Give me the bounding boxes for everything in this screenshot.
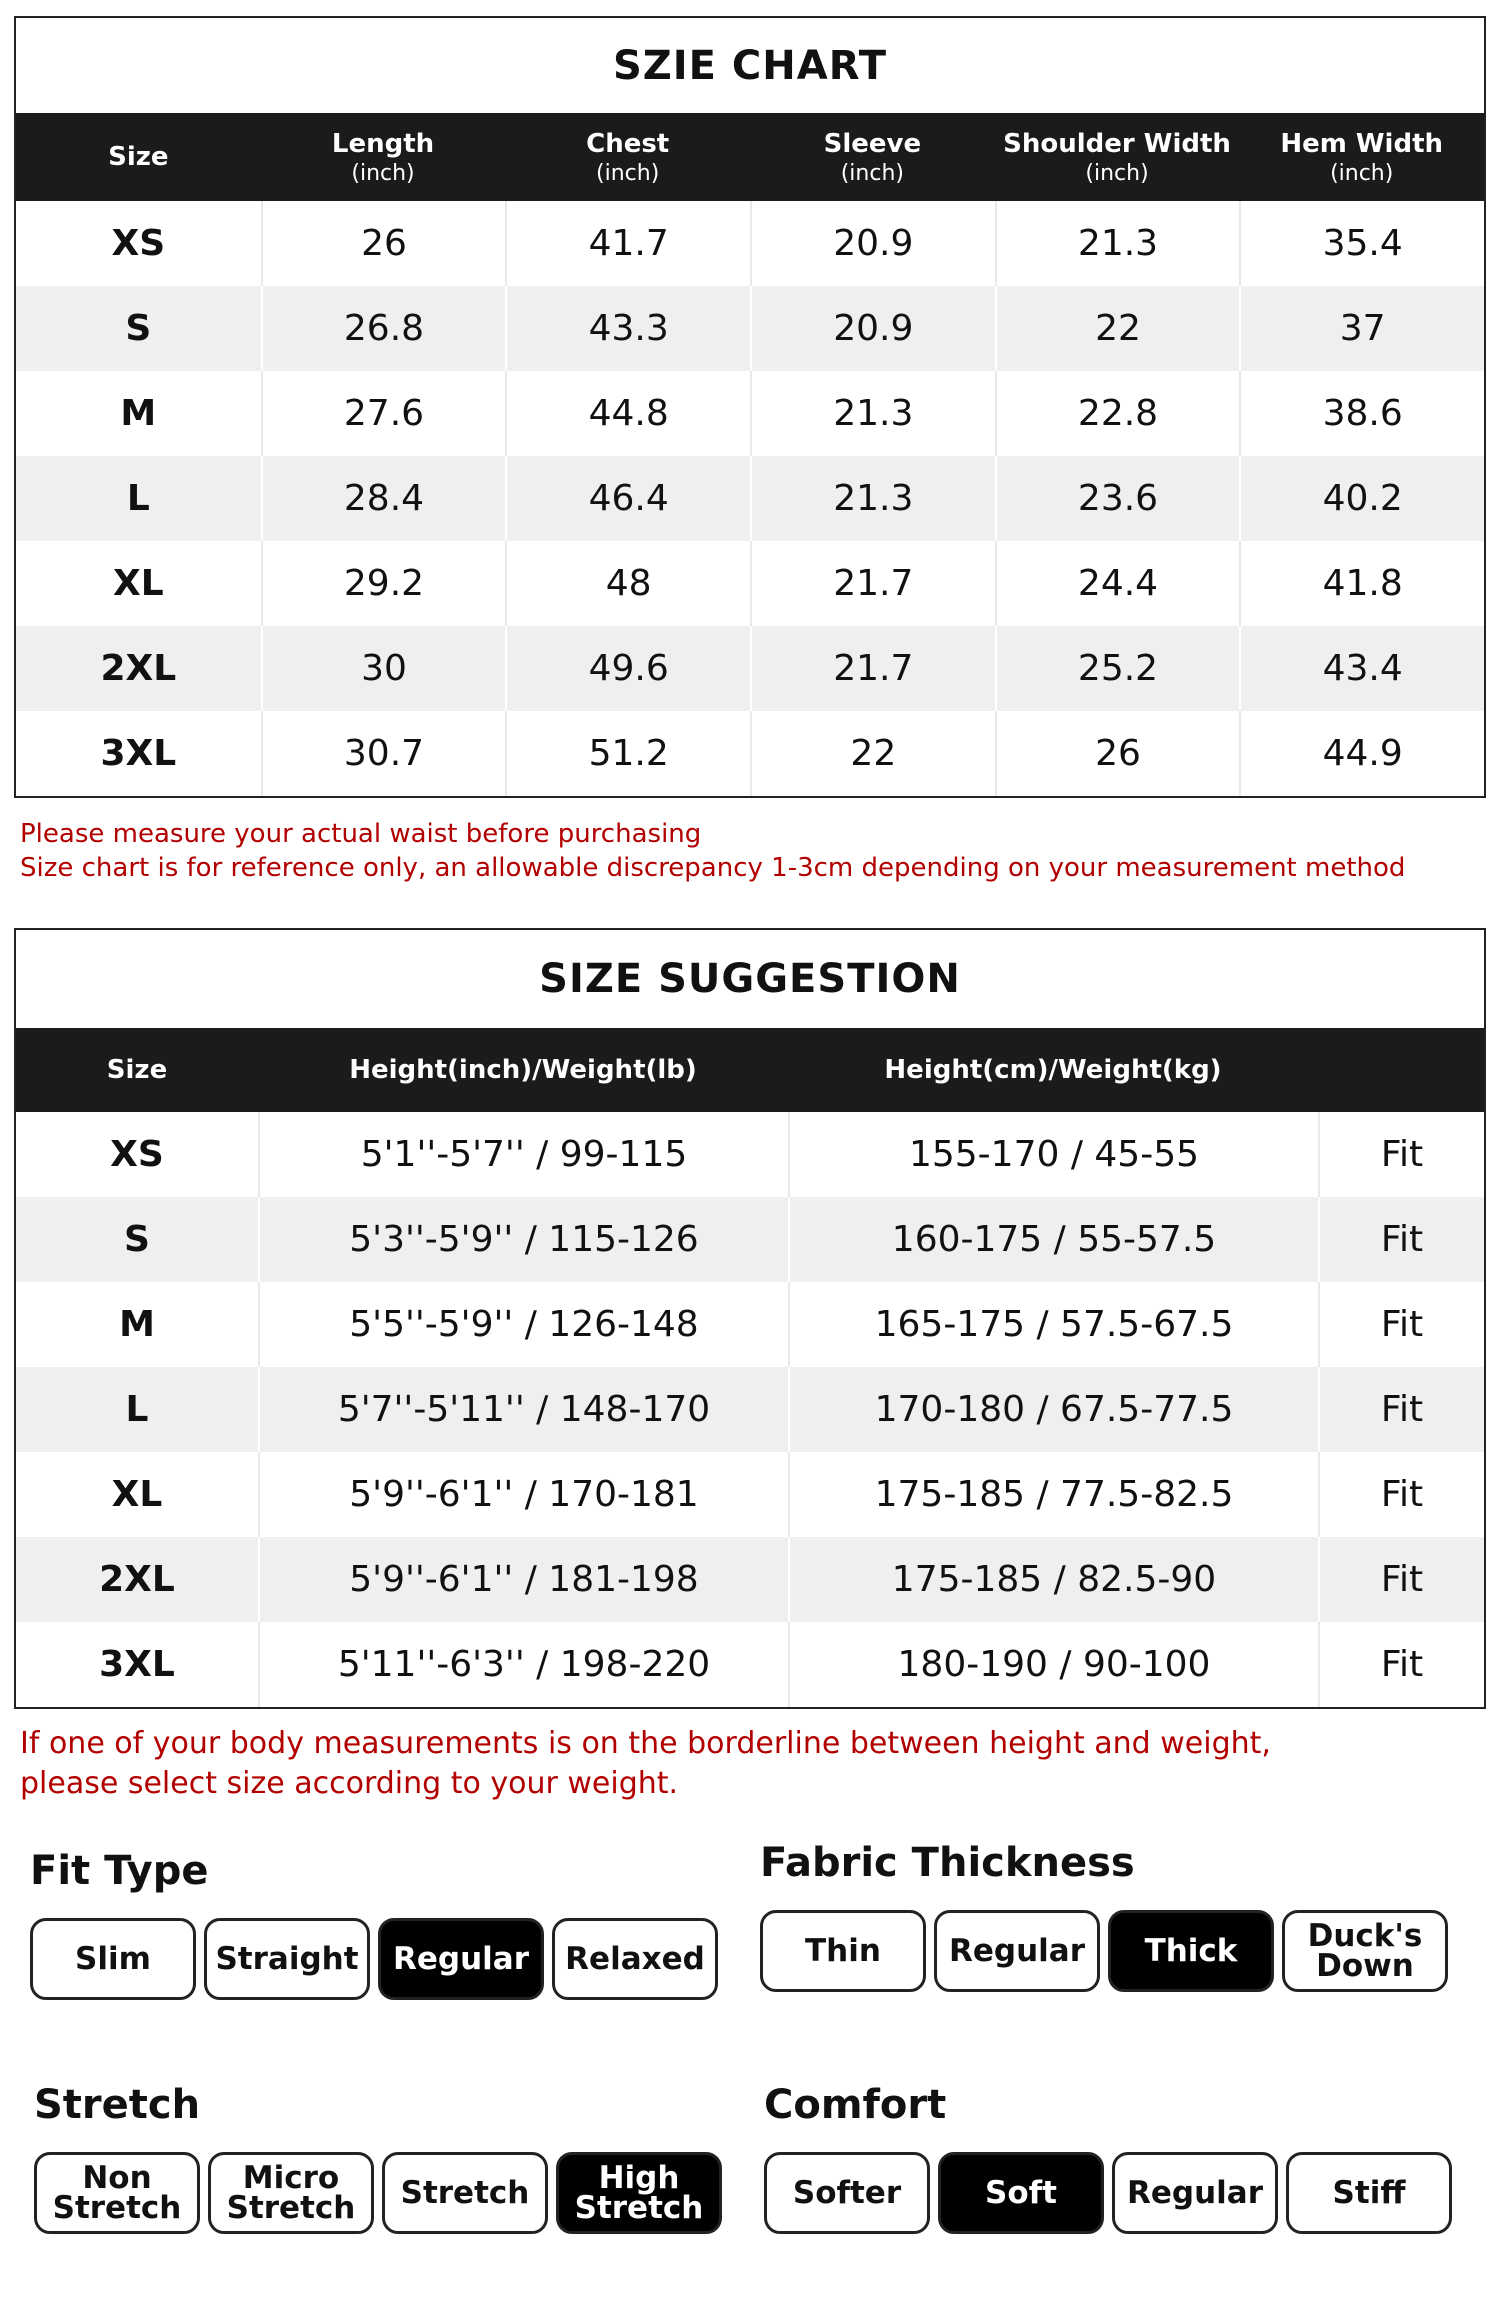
table-cell: 27.6 bbox=[261, 371, 506, 456]
header-height-inch-weight-lb: Height(inch)/Weight(lb) bbox=[349, 1055, 697, 1085]
header-fit bbox=[1318, 1028, 1484, 1112]
header-hem-width: Hem Width (inch) bbox=[1280, 128, 1444, 186]
comfort-title: Comfort bbox=[764, 2082, 947, 2128]
table-cell: Fit bbox=[1318, 1367, 1484, 1452]
size-selection-notes bbox=[20, 1724, 1271, 1804]
table-cell: XS bbox=[110, 1134, 164, 1175]
table-cell: 46.4 bbox=[505, 456, 750, 541]
table-row bbox=[16, 456, 1484, 541]
size-chart-table bbox=[14, 16, 1486, 798]
fit-type-group bbox=[30, 1848, 718, 2000]
table-cell: 3XL bbox=[99, 1644, 175, 1685]
table-row bbox=[16, 1452, 1484, 1537]
comfort-option-soft[interactable]: Soft bbox=[938, 2152, 1104, 2234]
table-cell: M bbox=[119, 1304, 155, 1345]
fabric-thickness-options bbox=[760, 1910, 1448, 1992]
fabric-thickness-title: Fabric Thickness bbox=[760, 1840, 1135, 1886]
fabric-thickness-option-ducks-down[interactable]: Duck's Down bbox=[1282, 1910, 1448, 1992]
header-size: Size bbox=[106, 1055, 168, 1085]
table-row bbox=[16, 1367, 1484, 1452]
table-cell: 3XL bbox=[100, 733, 177, 774]
table-row bbox=[16, 541, 1484, 626]
table-row bbox=[16, 1112, 1484, 1197]
header-height-cm-weight-kg: Height(cm)/Weight(kg) bbox=[884, 1055, 1222, 1085]
table-cell: 43.3 bbox=[505, 286, 750, 371]
table-row bbox=[16, 286, 1484, 371]
header-size: Size bbox=[108, 142, 169, 172]
table-cell: 44.8 bbox=[505, 371, 750, 456]
fit-type-option-slim[interactable]: Slim bbox=[30, 1918, 196, 2000]
table-cell: 2XL bbox=[100, 648, 177, 689]
table-cell: 37 bbox=[1239, 286, 1484, 371]
fit-type-option-relaxed[interactable]: Relaxed bbox=[552, 1918, 718, 2000]
table-cell: 40.2 bbox=[1239, 456, 1484, 541]
table-cell: Fit bbox=[1318, 1537, 1484, 1622]
note-line: please select size according to your weight. bbox=[20, 1766, 679, 1801]
table-cell: XL bbox=[111, 1474, 163, 1515]
table-row bbox=[16, 1282, 1484, 1367]
table-cell: 51.2 bbox=[505, 711, 750, 796]
table-cell: XS bbox=[111, 223, 166, 264]
table-cell: 5'7''-5'11'' / 148-170 bbox=[258, 1367, 788, 1452]
size-suggestion-title: SIZE SUGGESTION bbox=[539, 956, 961, 1002]
stretch-option-micro-stretch[interactable]: Micro Stretch bbox=[208, 2152, 374, 2234]
stretch-option-stretch[interactable]: Stretch bbox=[382, 2152, 548, 2234]
size-chart-title: SZIE CHART bbox=[612, 42, 888, 89]
table-cell: 23.6 bbox=[995, 456, 1240, 541]
table-cell: 2XL bbox=[99, 1559, 175, 1600]
table-cell: 24.4 bbox=[995, 541, 1240, 626]
header-shoulder-width: Shoulder Width (inch) bbox=[1003, 128, 1231, 186]
table-row bbox=[16, 371, 1484, 456]
table-cell: 25.2 bbox=[995, 626, 1240, 711]
table-cell: 43.4 bbox=[1239, 626, 1484, 711]
table-cell: L bbox=[126, 478, 150, 519]
table-row bbox=[16, 1197, 1484, 1282]
stretch-group bbox=[34, 2082, 722, 2234]
fit-type-options bbox=[30, 1918, 718, 2000]
table-cell: 44.9 bbox=[1239, 711, 1484, 796]
fit-type-title: Fit Type bbox=[30, 1848, 209, 1894]
table-cell: 5'9''-6'1'' / 170-181 bbox=[258, 1452, 788, 1537]
comfort-option-regular[interactable]: Regular bbox=[1112, 2152, 1278, 2234]
fabric-thickness-option-thick[interactable]: Thick bbox=[1108, 1910, 1274, 1992]
table-cell: 5'9''-6'1'' / 181-198 bbox=[258, 1537, 788, 1622]
fit-type-option-straight[interactable]: Straight bbox=[204, 1918, 370, 2000]
table-cell: 175-185 / 82.5-90 bbox=[788, 1537, 1318, 1622]
comfort-option-softer[interactable]: Softer bbox=[764, 2152, 930, 2234]
header-length: Length (inch) bbox=[331, 128, 435, 186]
table-cell: 49.6 bbox=[505, 626, 750, 711]
table-row bbox=[16, 201, 1484, 286]
table-cell: 26 bbox=[995, 711, 1240, 796]
table-cell: 155-170 / 45-55 bbox=[788, 1112, 1318, 1197]
table-cell: 29.2 bbox=[261, 541, 506, 626]
table-cell: Fit bbox=[1318, 1282, 1484, 1367]
size-chart-body bbox=[16, 201, 1484, 796]
table-cell: Fit bbox=[1318, 1452, 1484, 1537]
table-cell: 165-175 / 57.5-67.5 bbox=[788, 1282, 1318, 1367]
table-cell: S bbox=[124, 1219, 150, 1260]
table-cell: XL bbox=[112, 563, 164, 604]
size-suggestion-header-row bbox=[16, 1028, 1484, 1112]
table-cell: Fit bbox=[1318, 1197, 1484, 1282]
table-row bbox=[16, 1622, 1484, 1707]
table-cell: 170-180 / 67.5-77.5 bbox=[788, 1367, 1318, 1452]
table-cell: 22 bbox=[750, 711, 995, 796]
table-cell: 21.3 bbox=[750, 371, 995, 456]
table-cell: L bbox=[125, 1389, 149, 1430]
stretch-option-high-stretch[interactable]: High Stretch bbox=[556, 2152, 722, 2234]
table-row bbox=[16, 626, 1484, 711]
measurement-notes bbox=[20, 817, 1405, 885]
table-cell: 5'5''-5'9'' / 126-148 bbox=[258, 1282, 788, 1367]
table-cell: 38.6 bbox=[1239, 371, 1484, 456]
table-cell: 160-175 / 55-57.5 bbox=[788, 1197, 1318, 1282]
fabric-thickness-option-regular[interactable]: Regular bbox=[934, 1910, 1100, 1992]
table-cell: 30 bbox=[261, 626, 506, 711]
table-row bbox=[16, 1537, 1484, 1622]
comfort-group bbox=[764, 2082, 1452, 2234]
comfort-options bbox=[764, 2152, 1452, 2234]
size-suggestion-table bbox=[14, 928, 1486, 1709]
table-cell: 26 bbox=[261, 201, 506, 286]
table-cell: Fit bbox=[1318, 1112, 1484, 1197]
table-cell: 21.7 bbox=[750, 541, 995, 626]
table-cell: 20.9 bbox=[750, 286, 995, 371]
fabric-thickness-option-thin[interactable]: Thin bbox=[760, 1910, 926, 1992]
table-cell: 20.9 bbox=[750, 201, 995, 286]
table-cell: 41.8 bbox=[1239, 541, 1484, 626]
comfort-option-stiff[interactable]: Stiff bbox=[1286, 2152, 1452, 2234]
table-cell: 21.3 bbox=[995, 201, 1240, 286]
table-cell: 41.7 bbox=[505, 201, 750, 286]
note-line: Size chart is for reference only, an allowable discrepancy 1-3cm depending on your measurement method bbox=[20, 853, 1406, 883]
table-cell: 48 bbox=[505, 541, 750, 626]
stretch-title: Stretch bbox=[34, 2082, 201, 2128]
table-cell: 21.7 bbox=[750, 626, 995, 711]
size-chart-header-row bbox=[16, 113, 1484, 201]
note-line: If one of your body measurements is on the borderline between height and weight, bbox=[20, 1726, 1271, 1761]
table-cell: 22 bbox=[995, 286, 1240, 371]
table-cell: 30.7 bbox=[261, 711, 506, 796]
table-cell: M bbox=[120, 393, 157, 434]
fit-type-option-regular[interactable]: Regular bbox=[378, 1918, 544, 2000]
fabric-thickness-group bbox=[760, 1840, 1448, 1992]
table-row bbox=[16, 711, 1484, 796]
table-cell: 5'11''-6'3'' / 198-220 bbox=[258, 1622, 788, 1707]
table-cell: S bbox=[125, 308, 152, 349]
size-suggestion-body bbox=[16, 1112, 1484, 1707]
stretch-option-non-stretch[interactable]: Non Stretch bbox=[34, 2152, 200, 2234]
table-cell: 35.4 bbox=[1239, 201, 1484, 286]
table-cell: 180-190 / 90-100 bbox=[788, 1622, 1318, 1707]
table-cell: 5'3''-5'9'' / 115-126 bbox=[258, 1197, 788, 1282]
table-cell: 28.4 bbox=[261, 456, 506, 541]
table-cell: 175-185 / 77.5-82.5 bbox=[788, 1452, 1318, 1537]
table-cell: Fit bbox=[1318, 1622, 1484, 1707]
table-cell: 21.3 bbox=[750, 456, 995, 541]
stretch-options bbox=[34, 2152, 722, 2234]
header-sleeve: Sleeve (inch) bbox=[823, 128, 922, 186]
table-cell: 22.8 bbox=[995, 371, 1240, 456]
table-cell: 26.8 bbox=[261, 286, 506, 371]
table-cell: 5'1''-5'7'' / 99-115 bbox=[258, 1112, 788, 1197]
note-line: Please measure your actual waist before purchasing bbox=[20, 819, 702, 849]
header-chest: Chest (inch) bbox=[586, 128, 670, 186]
